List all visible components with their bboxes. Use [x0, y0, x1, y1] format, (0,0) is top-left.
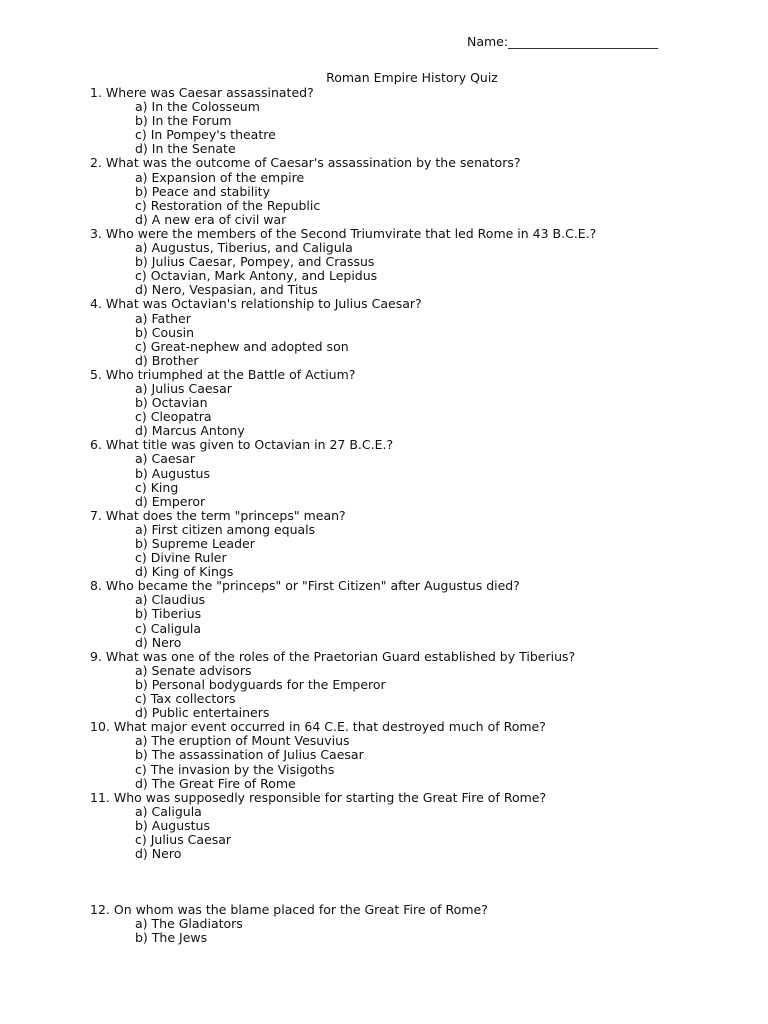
- question-text: 6. What title was given to Octavian in 27 B.C.E.?: [90, 437, 394, 453]
- question-block: [90, 156, 728, 226]
- answer-option: a) In the Colosseum: [135, 99, 260, 115]
- answer-option: d) Nero, Vespasian, and Titus: [135, 282, 318, 298]
- answer-option: a) Augustus, Tiberius, and Caligula: [135, 240, 353, 256]
- question-block: [90, 720, 728, 790]
- question-text: 1. Where was Caesar assassinated?: [90, 85, 314, 100]
- question-text: 12. On whom was the blame placed for the Great Fire of Rome?: [90, 902, 488, 918]
- question-text: 11. Who was supposedly responsible for starting the Great Fire of Rome?: [90, 789, 547, 805]
- question-block: [90, 903, 728, 945]
- answer-options: [90, 593, 728, 649]
- question-text: 8. Who became the "princeps" or "First Citizen" after Augustus died?: [90, 578, 520, 594]
- question-block: [90, 579, 728, 649]
- answer-option: d) Marcus Antony: [135, 423, 245, 439]
- answer-options: [90, 452, 728, 508]
- question-block: [90, 509, 728, 579]
- answer-option: b) Peace and stability: [135, 183, 270, 199]
- question-text: 7. What does the term "princeps" mean?: [90, 507, 346, 523]
- answer-option: c) Caligula: [135, 620, 202, 636]
- answer-option: d) Nero: [135, 846, 182, 862]
- answer-option: b) Octavian: [135, 395, 208, 411]
- question-block: [90, 297, 728, 367]
- question-block: [90, 791, 728, 861]
- answer-option: b) Augustus: [135, 465, 210, 481]
- question-text: 5. Who triumphed at the Battle of Actium?: [90, 366, 356, 382]
- answer-option: b) The assassination of Julius Caesar: [135, 747, 364, 763]
- answer-option: d) Public entertainers: [135, 705, 270, 721]
- answer-option: b) Personal bodyguards for the Emperor: [135, 676, 386, 692]
- answer-option: a) Caligula: [135, 803, 202, 819]
- answer-option: c) Great-nephew and adopted son: [135, 338, 349, 354]
- question-text: 2. What was the outcome of Caesar's assassination by the senators?: [90, 155, 521, 171]
- answer-option: a) Father: [135, 310, 191, 326]
- answer-option: c) Restoration of the Republic: [135, 197, 321, 213]
- page-title: Roman Empire History Quiz: [326, 70, 498, 85]
- answer-option: a) The Gladiators: [135, 916, 243, 932]
- quiz-body: [90, 86, 728, 945]
- answer-option: b) The Jews: [135, 930, 208, 946]
- answer-options: [90, 917, 728, 945]
- question-block: [90, 438, 728, 508]
- question-block: [90, 86, 728, 156]
- answer-options: [90, 664, 728, 720]
- answer-option: c) Octavian, Mark Antony, and Lepidus: [135, 268, 378, 284]
- answer-option: d) Nero: [135, 634, 182, 650]
- name-field-label: Name:________________________: [467, 34, 659, 49]
- answer-options: [90, 171, 728, 227]
- answer-option: b) In the Forum: [135, 113, 232, 129]
- question-block: [90, 650, 728, 720]
- question-text: 3. Who were the members of the Second Triumvirate that led Rome in 43 B.C.E.?: [90, 225, 597, 241]
- answer-option: b) Augustus: [135, 817, 210, 833]
- answer-options: [90, 100, 728, 156]
- answer-option: c) Julius Caesar: [135, 831, 232, 847]
- answer-option: b) Supreme Leader: [135, 536, 255, 551]
- answer-option: d) The Great Fire of Rome: [135, 775, 296, 791]
- answer-option: a) First citizen among equals: [135, 521, 316, 537]
- answer-option: b) Julius Caesar, Pompey, and Crassus: [135, 254, 375, 270]
- answer-option: d) In the Senate: [135, 141, 236, 157]
- answer-option: d) King of Kings: [135, 564, 234, 580]
- answer-option: d) A new era of civil war: [135, 211, 287, 227]
- question-block: [90, 368, 728, 438]
- answer-option: c) Tax collectors: [135, 691, 236, 707]
- question-block: [90, 227, 728, 297]
- answer-option: a) Senate advisors: [135, 662, 252, 678]
- page-spacer: [90, 861, 728, 903]
- answer-option: c) Divine Ruler: [135, 550, 227, 566]
- answer-option: a) Expansion of the empire: [135, 169, 305, 185]
- answer-option: d) Emperor: [135, 493, 206, 509]
- answer-option: c) In Pompey's theatre: [135, 127, 276, 143]
- answer-option: a) Caesar: [135, 451, 195, 467]
- question-text: 4. What was Octavian's relationship to Julius Caesar?: [90, 296, 422, 312]
- question-text: 10. What major event occurred in 64 C.E. that destroyed much of Rome?: [90, 719, 546, 735]
- answer-option: b) Tiberius: [135, 606, 202, 622]
- question-text: 9. What was one of the roles of the Praetorian Guard established by Tiberius?: [90, 648, 576, 664]
- answer-option: c) King: [135, 479, 179, 495]
- answer-option: c) The invasion by the Visigoths: [135, 761, 335, 777]
- answer-options: [90, 805, 728, 861]
- answer-option: c) Cleopatra: [135, 409, 212, 425]
- answer-option: a) Claudius: [135, 592, 206, 608]
- answer-options: [90, 523, 728, 579]
- answer-options: [90, 734, 728, 790]
- answer-options: [90, 382, 728, 438]
- answer-option: a) The eruption of Mount Vesuvius: [135, 733, 350, 749]
- answer-option: b) Cousin: [135, 324, 194, 340]
- answer-options: [90, 241, 728, 297]
- answer-option: a) Julius Caesar: [135, 380, 232, 396]
- answer-options: [90, 312, 728, 368]
- answer-option: d) Brother: [135, 352, 199, 368]
